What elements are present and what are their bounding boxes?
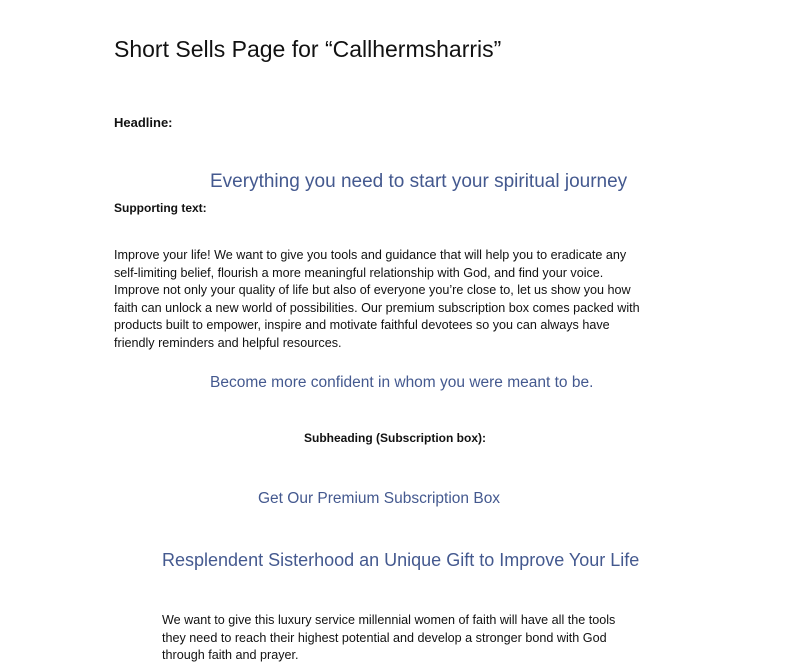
paragraph-line: they need to reach their highest potential and develop a stronger bond with God bbox=[162, 630, 607, 645]
supporting-paragraph bbox=[114, 247, 714, 352]
document-title: Short Sells Page for “Callhermsharris” bbox=[114, 36, 502, 62]
tagline-text: Become more confident in whom you were meant to be. bbox=[210, 374, 594, 391]
sub-headline-text: Resplendent Sisterhood an Unique Gift to Improve Your Life bbox=[162, 550, 640, 570]
paragraph-line: friendly reminders and helpful resources. bbox=[114, 335, 342, 350]
paragraph-line: We want to give this luxury service millennial women of faith will have all the tools bbox=[162, 613, 616, 627]
subheading-label: Subheading (Subscription box): bbox=[304, 431, 486, 445]
headline-label: Headline: bbox=[114, 115, 173, 130]
paragraph-line: products built to empower, inspire and motivate faithful devotees so you can always have bbox=[114, 318, 610, 332]
paragraph-line: through faith and prayer. bbox=[162, 648, 299, 662]
paragraph-line: faith can unlock a new world of possibilities. Our premium subscription box comes packed with bbox=[114, 300, 640, 315]
headline-text: Everything you need to start your spiritual journey bbox=[210, 171, 628, 192]
paragraph-line: Improve not only your quality of life but also of everyone you’re close to, let us show you how bbox=[114, 283, 631, 297]
subheading-text: Get Our Premium Subscription Box bbox=[258, 490, 501, 507]
paragraph-line: self-limiting belief, flourish a more meaningful relationship with God, and find your voice. bbox=[114, 265, 604, 280]
subscription-paragraph bbox=[162, 612, 682, 665]
supporting-text-label: Supporting text: bbox=[114, 201, 207, 215]
paragraph-line: Improve your life! We want to give you tools and guidance that will help you to eradicate any bbox=[114, 248, 627, 262]
